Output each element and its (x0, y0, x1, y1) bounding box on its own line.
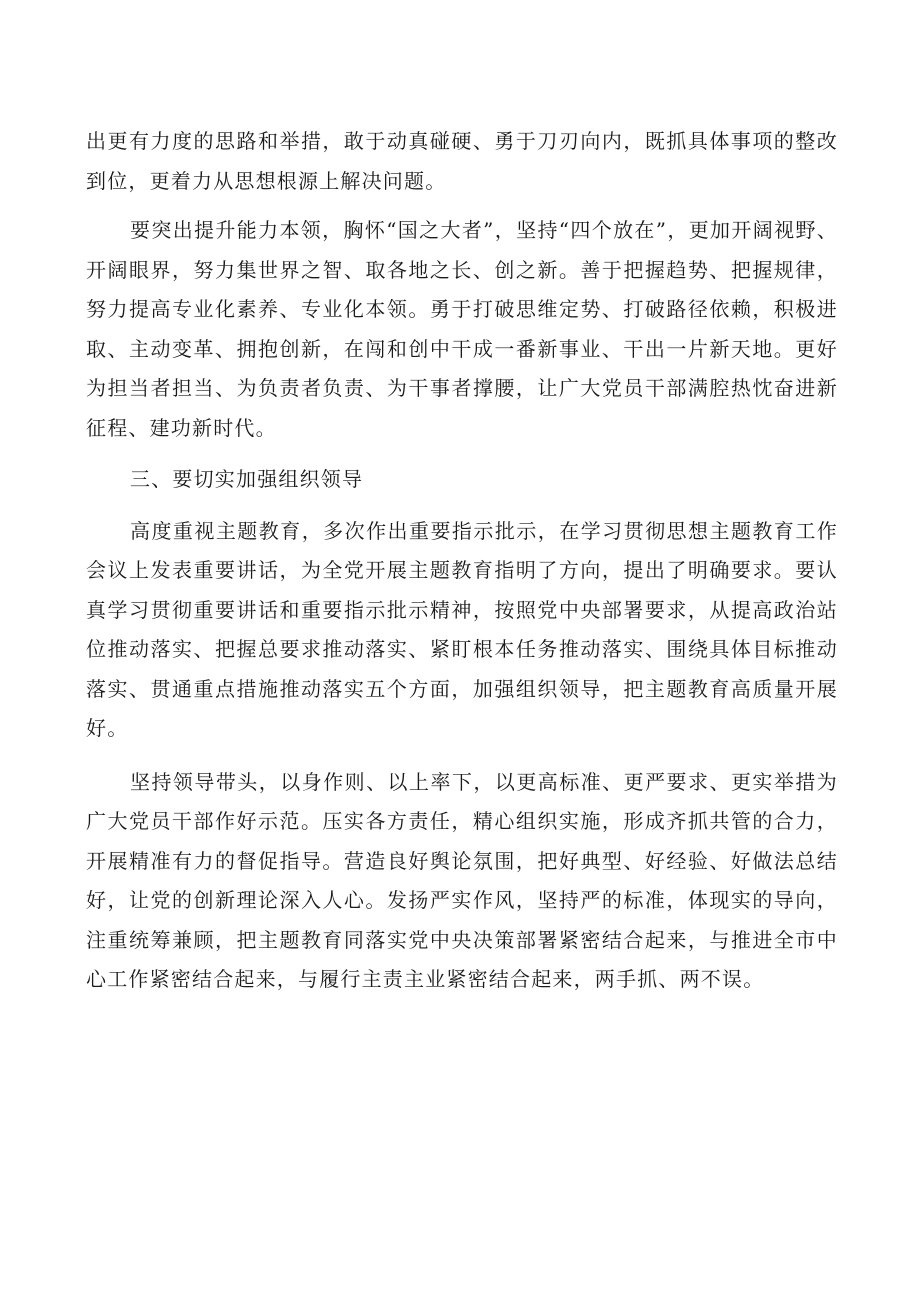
paragraph-ability: 要突出提升能力本领，胸怀“国之大者”，坚持“四个放在”，更加开阔视野、开阔眼界，努力集世界之智、取各地之长、创之新。善于把握趋势、把握规律，努力提高专业化素养、专业化本领。勇于打破思维定势、打破路径依赖，积极进取、主动变革、拥抱创新，在闯和创中干成一番新事业、干出一片新天地。更好为担当者担当、为负责者负责、为干事者撑腰，让广大党员干部满腔热忱奋进新征程、建功新时代。 (86, 218, 838, 440)
paragraph-continuation: 出更有力度的思路和举措，敢于动真碰硬、勇于刀刃向内，既抓具体事项的整改到位，更着力从思想根源上解决问题。 (86, 129, 838, 193)
document-body (86, 122, 838, 1000)
paragraph-leadership: 坚持领导带头，以身作则、以上率下，以更高标准、更严要求、更实举措为广大党员干部作好示范。压实各方责任，精心组织实施，形成齐抓共管的合力，开展精准有力的督促指导。营造良好舆论氛围，把好典型、好经验、好做法总结好，让党的创新理论深入人心。发扬严实作风，坚持严的标准，体现实的导向，注重统筹兼顾，把主题教育同落实党中央决策部署紧密结合起来，与推进全市中心工作紧密结合起来，与履行主责主业紧密结合起来，两手抓、两不误。 (86, 769, 838, 991)
paragraph-theme-education: 高度重视主题教育，多次作出重要指示批示，在学习贯彻思想主题教育工作会议上发表重要讲话，为全党开展主题教育指明了方向，提出了明确要求。要认真学习贯彻重要讲话和重要指示批示精神，按照党中央部署要求，从提高政治站位推动落实、把握总要求推动落实、紧盯根本任务推动落实、围绕具体目标推动落实、贯通重点措施推动落实五个方面，加强组织领导，把主题教育高质量开展好。 (86, 518, 838, 740)
section-heading-organization: 三、要切实加强组织领导 (130, 467, 364, 491)
